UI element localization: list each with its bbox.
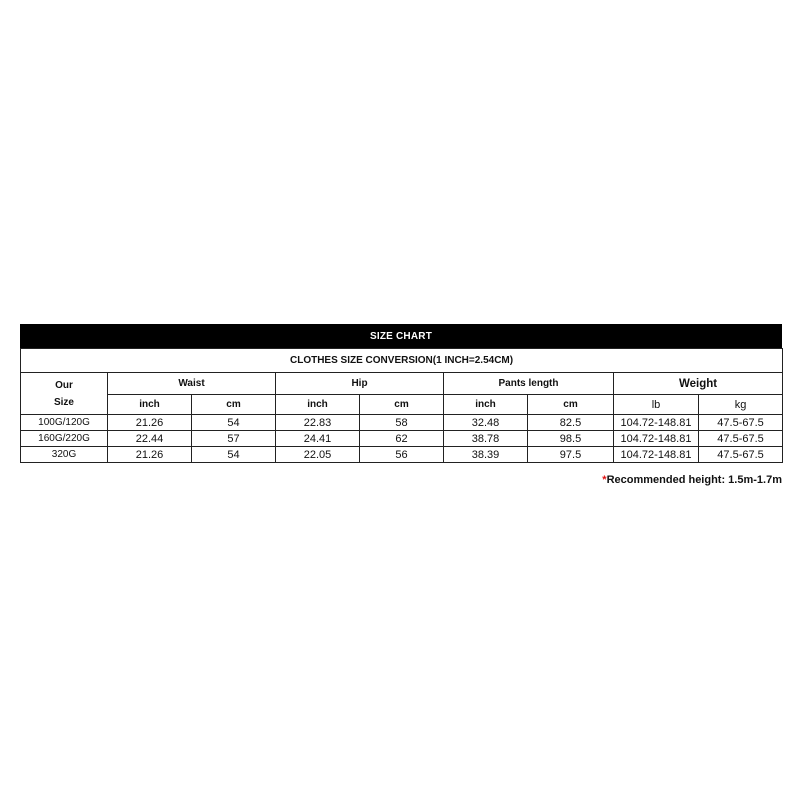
waist-inch-cell: 21.26	[108, 447, 192, 463]
pants-cm-cell: 82.5	[528, 415, 614, 431]
size-chart	[20, 324, 782, 463]
size-table	[20, 348, 783, 463]
conversion-subtitle: CLOTHES SIZE CONVERSION(1 INCH=2.54CM)	[21, 349, 783, 373]
pants-inch-cell: 38.78	[444, 431, 528, 447]
table-row	[21, 431, 783, 447]
hip-cm-cell: 58	[360, 415, 444, 431]
pants-inch-cell: 32.48	[444, 415, 528, 431]
hip-header: Hip	[276, 373, 444, 395]
table-row	[21, 415, 783, 431]
hip-inch-unit: inch	[276, 395, 360, 415]
our-size-header	[21, 373, 108, 415]
hip-cm-unit: cm	[360, 395, 444, 415]
our-size-label-line1: Our	[55, 379, 73, 391]
size-cell: 320G	[21, 447, 108, 463]
waist-cm-cell: 57	[192, 431, 276, 447]
note-asterisk: *	[602, 474, 607, 486]
size-cell: 100G/120G	[21, 415, 108, 431]
weight-kg-cell: 47.5-67.5	[699, 431, 783, 447]
weight-kg-cell: 47.5-67.5	[699, 415, 783, 431]
hip-inch-cell: 22.83	[276, 415, 360, 431]
size-chart-title: SIZE CHART	[20, 324, 782, 348]
table-row	[21, 447, 783, 463]
weight-kg-unit: kg	[699, 395, 783, 415]
waist-inch-cell: 22.44	[108, 431, 192, 447]
weight-header: Weight	[614, 373, 783, 395]
weight-lb-cell: 104.72-148.81	[614, 431, 699, 447]
waist-header: Waist	[108, 373, 276, 395]
weight-lb-cell: 104.72-148.81	[614, 415, 699, 431]
pants-cm-cell: 97.5	[528, 447, 614, 463]
waist-inch-cell: 21.26	[108, 415, 192, 431]
pants-length-header: Pants length	[444, 373, 614, 395]
size-cell: 160G/220G	[21, 431, 108, 447]
waist-cm-cell: 54	[192, 447, 276, 463]
pants-cm-unit: cm	[528, 395, 614, 415]
hip-inch-cell: 24.41	[276, 431, 360, 447]
waist-cm-cell: 54	[192, 415, 276, 431]
pants-cm-cell: 98.5	[528, 431, 614, 447]
weight-lb-unit: lb	[614, 395, 699, 415]
pants-inch-cell: 38.39	[444, 447, 528, 463]
unit-header-row	[21, 395, 783, 415]
pants-inch-unit: inch	[444, 395, 528, 415]
recommended-height-note	[602, 474, 782, 486]
hip-inch-cell: 22.05	[276, 447, 360, 463]
weight-lb-cell: 104.72-148.81	[614, 447, 699, 463]
group-header-row	[21, 373, 783, 395]
subtitle-row	[21, 349, 783, 373]
note-text: Recommended height: 1.5m-1.7m	[606, 474, 782, 486]
weight-kg-cell: 47.5-67.5	[699, 447, 783, 463]
hip-cm-cell: 56	[360, 447, 444, 463]
waist-inch-unit: inch	[108, 395, 192, 415]
waist-cm-unit: cm	[192, 395, 276, 415]
hip-cm-cell: 62	[360, 431, 444, 447]
our-size-label-line2: Size	[53, 396, 74, 408]
